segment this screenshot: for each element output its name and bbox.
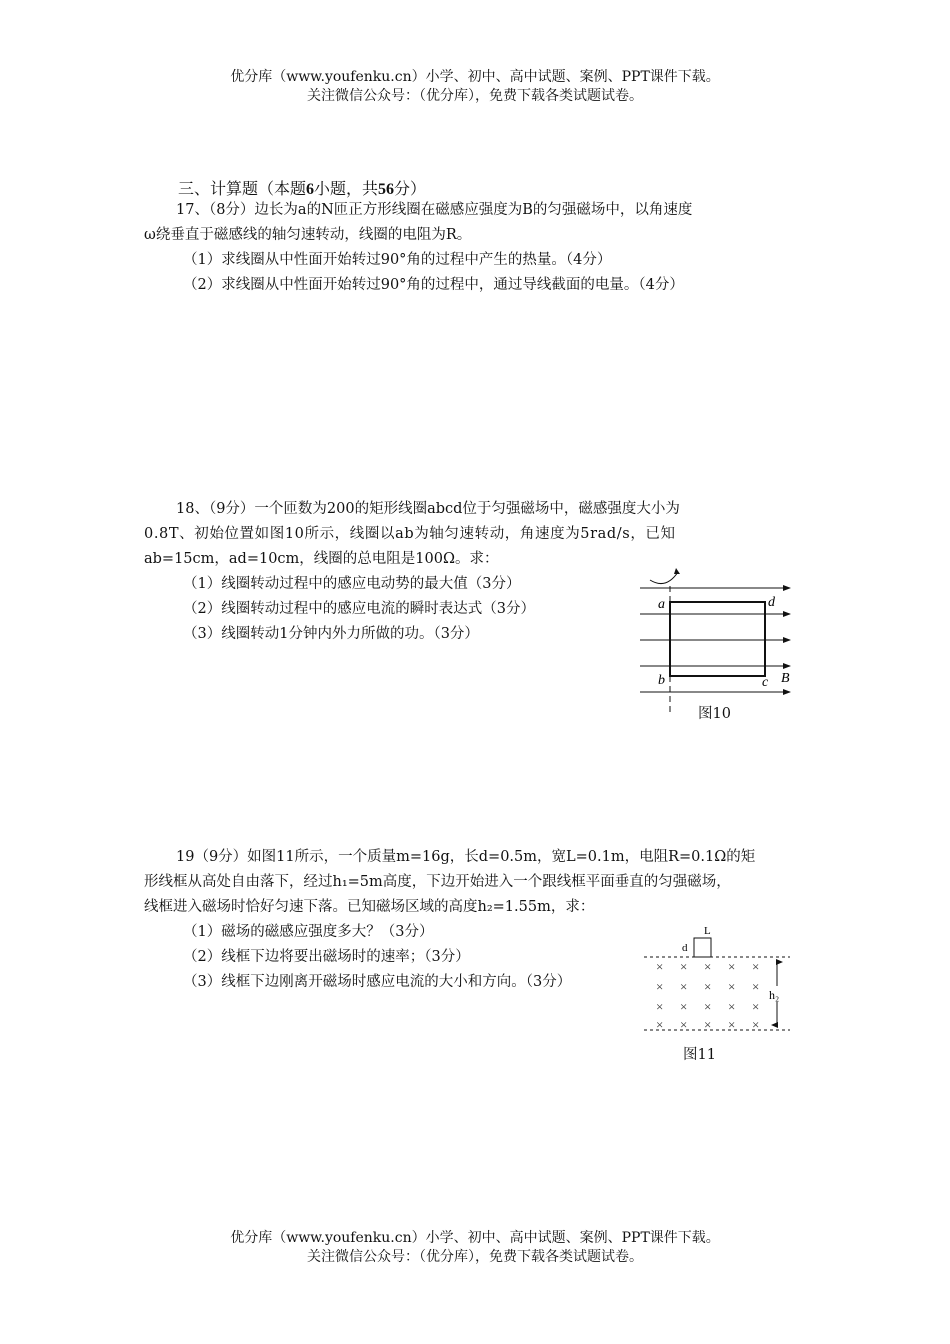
field-cross-icon: ×	[752, 959, 760, 974]
field-cross-icon: ×	[728, 959, 736, 974]
field-cross-icon: ×	[656, 979, 664, 994]
field-cross-icon: ×	[656, 959, 664, 974]
figure-10	[630, 560, 805, 720]
field-cross-icon: ×	[728, 1017, 736, 1032]
q18-subquestion-2: （2）线圈转动过程中的感应电流的瞬时表达式（3分）	[183, 601, 535, 617]
q17-subquestion-2: （2）求线圈从中性面开始转过90°角的过程中，通过导线截面的电量。（4分）	[183, 277, 684, 293]
field-cross-icon: ×	[680, 999, 688, 1014]
field-cross-icon: ×	[728, 999, 736, 1014]
field-cross-icon: ×	[680, 959, 688, 974]
field-cross-icon: ×	[728, 979, 736, 994]
q17-line-1: 17、（8分）边长为a的N匝正方形线圈在磁感应强度为B的匀强磁场中，以角速度	[176, 202, 693, 218]
footer-line-1: 优分库（www.youfenku.cn）小学、初中、高中试题、案例、PPT课件下载。	[230, 1230, 720, 1246]
field-cross-icon: ×	[704, 979, 712, 994]
page-header	[0, 68, 950, 106]
section-title: 三、计算题（本题6小题，共56分）	[178, 179, 427, 198]
footer-line-2: 关注微信公众号：（优分库），免费下载各类试题试卷。	[307, 1249, 643, 1265]
header-line-2: 关注微信公众号：（优分库），免费下载各类试题试卷。	[307, 88, 643, 104]
q17-line-2: ω绕垂直于磁感线的轴匀速转动，线圈的电阻为R。	[144, 227, 472, 243]
q19-subquestion-2: （2）线框下边将要出磁场时的速率；（3分）	[183, 949, 470, 965]
q19-subquestion-3: （3）线框下边刚离开磁场时感应电流的大小和方向。（3分）	[183, 974, 572, 990]
field-cross-icon: ×	[752, 1017, 760, 1032]
q17-subquestion-1: （1）求线圈从中性面开始转过90°角的过程中产生的热量。（4分）	[183, 252, 612, 268]
q17-stem	[144, 198, 806, 223]
page-footer	[0, 1229, 950, 1267]
q18-line-2: 0.8T、初始位置如图10所示，线圈以ab为轴匀速转动，角速度为5rad/s，已知	[144, 526, 676, 542]
field-cross-icon: ×	[680, 1017, 688, 1032]
q18-subquestion-3: （3）线圈转动1分钟内外力所做的功。（3分）	[183, 626, 479, 642]
field-cross-icon: ×	[752, 979, 760, 994]
label-h2: h₂	[769, 988, 780, 1002]
label-a: a	[658, 597, 665, 612]
rotation-arrow-icon	[650, 572, 678, 584]
section-points: 56	[378, 181, 395, 198]
field-cross-icon: ×	[680, 979, 688, 994]
label-B: B	[781, 671, 790, 686]
q18-line-3: ab=15cm，ad=10cm，线圈的总电阻是100Ω。求：	[144, 551, 499, 567]
field-cross-icon: ×	[656, 1017, 664, 1032]
figure-10-caption: 图10	[698, 706, 731, 722]
label-b: b	[658, 673, 665, 688]
header-line-1: 优分库（www.youfenku.cn）小学、初中、高中试题、案例、PPT课件下载。	[230, 69, 720, 85]
label-c: c	[762, 675, 769, 690]
field-cross-icon: ×	[704, 1017, 712, 1032]
q18-line-1: 18、（9分）一个匝数为200的矩形线圈abcd位于匀强磁场中，磁感强度大小为	[176, 501, 680, 517]
label-d: d	[768, 595, 775, 610]
figure-11	[640, 920, 800, 1040]
figure-11-caption: 图11	[683, 1047, 716, 1063]
section-count: 6	[306, 181, 315, 198]
field-cross-icon: ×	[704, 999, 712, 1014]
label-L: L	[704, 925, 711, 937]
q18-subquestion-1: （1）线圈转动过程中的感应电动势的最大值（3分）	[183, 576, 521, 592]
q19-subquestion-1: （1）磁场的磁感应强度多大？（3分）	[183, 924, 434, 940]
field-cross-icon: ×	[656, 999, 664, 1014]
wire-frame	[694, 938, 711, 957]
field-cross-icon: ×	[752, 999, 760, 1014]
q19-line-3: 线框进入磁场时恰好匀速下落。已知磁场区域的高度h₂=1.55m，求：	[144, 899, 595, 915]
label-d: d	[682, 942, 688, 954]
field-cross-icon: ×	[704, 959, 712, 974]
q19-line-2: 形线框从高处自由落下，经过h₁=5m高度，下边开始进入一个跟线框平面垂直的匀强磁场，	[144, 874, 731, 890]
coil-abcd	[670, 602, 765, 676]
q19-line-1: 19（9分）如图11所示，一个质量m=16g，长d=0.5m，宽L=0.1m，电阻R=0.1Ω的矩	[176, 849, 756, 865]
